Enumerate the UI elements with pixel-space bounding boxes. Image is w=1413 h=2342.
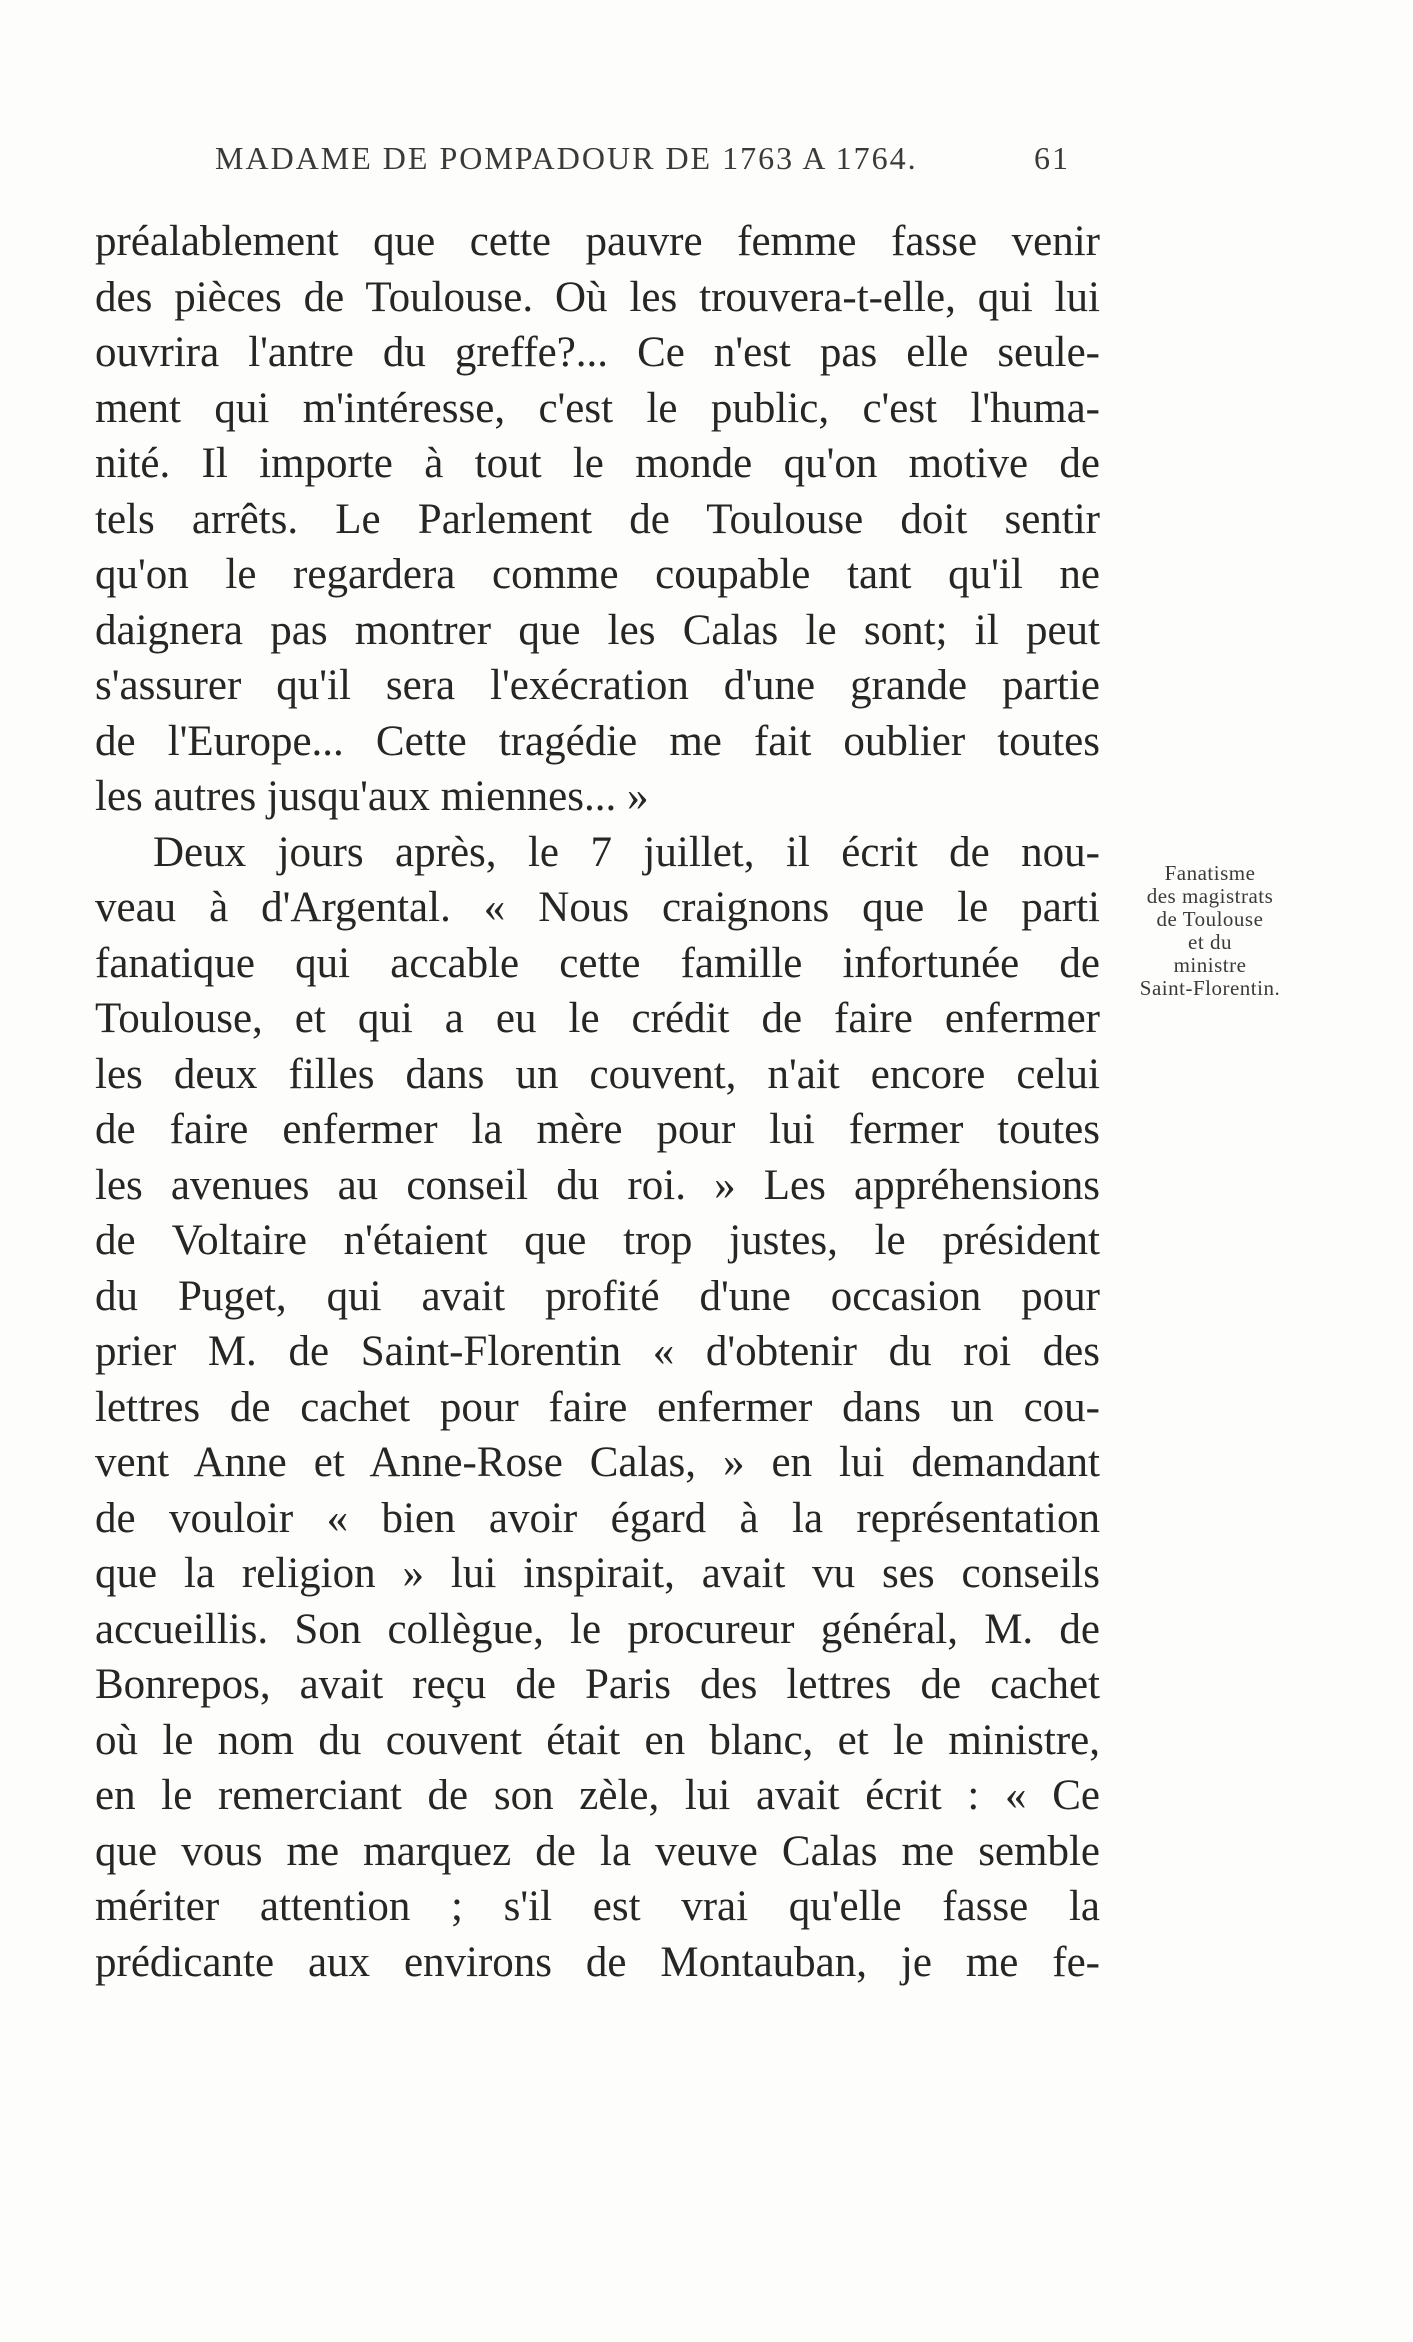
margin-note-line: des magistrats: [1146, 884, 1274, 908]
text-line: qu'on le regardera comme coupable tant qu'il ne: [95, 551, 1100, 598]
text-line: prédicante aux environs de Montauban, je me fe-: [95, 1938, 1100, 1986]
text-line: ouvrira l'antre du greffe?... Ce n'est pas elle seule-: [95, 329, 1100, 376]
text-line: de l'Europe... Cette tragédie me fait oublier toutes: [95, 717, 1100, 765]
text-line: en le remerciant de son zèle, lui avait écrit : « Ce: [95, 1772, 1100, 1819]
text-line: que vous me marquez de la veuve Calas me semble: [95, 1827, 1100, 1875]
text-line: veau à d'Argental. « Nous craignons que le parti: [95, 884, 1100, 931]
text-line: prier M. de Saint-Florentin « d'obtenir du roi des: [95, 1328, 1100, 1375]
text-line: lettres de cachet pour faire enfermer dans un cou-: [95, 1383, 1100, 1431]
text-line: les autres jusqu'aux miennes... »: [95, 773, 649, 820]
margin-note-line: de Toulouse: [1156, 907, 1264, 931]
page-number: 61: [1034, 140, 1070, 176]
text-line: les deux filles dans un couvent, n'ait encore celui: [95, 1050, 1100, 1098]
text-line: nité. Il importe à tout le monde qu'on motive de: [95, 440, 1100, 487]
running-head: [215, 140, 1070, 180]
text-line: Deux jours après, le 7 juillet, il écrit de nou-: [153, 828, 1100, 876]
text-line: de vouloir « bien avoir égard à la représentation: [95, 1494, 1100, 1542]
text-line: daignera pas montrer que les Calas le sont; il peut: [95, 606, 1100, 654]
margin-note-line: ministre: [1173, 953, 1247, 977]
text-line: ment qui m'intéresse, c'est le public, c'est l'huma-: [95, 384, 1100, 432]
text-line: les avenues au conseil du roi. » Les appréhensions: [95, 1161, 1100, 1209]
text-line: de Voltaire n'étaient que trop justes, le président: [95, 1217, 1100, 1264]
text-line: préalablement que cette pauvre femme fasse venir: [95, 218, 1100, 265]
text-line: de faire enfermer la mère pour lui fermer toutes: [95, 1106, 1100, 1153]
margin-note-line: Saint-Florentin.: [1139, 976, 1281, 1000]
text-line: accueillis. Son collègue, le procureur général, M. de: [95, 1605, 1100, 1653]
running-title: MADAME DE POMPADOUR DE 1763 A 1764.: [215, 140, 918, 176]
text-line: mériter attention ; s'il est vrai qu'elle fasse la: [95, 1883, 1100, 1930]
text-line: fanatique qui accable cette famille infortunée de: [95, 939, 1100, 987]
text-line: tels arrêts. Le Parlement de Toulouse doit sentir: [95, 495, 1100, 543]
text-line: Toulouse, et qui a eu le crédit de faire enfermer: [95, 995, 1100, 1042]
text-line: s'assurer qu'il sera l'exécration d'une grande partie: [95, 662, 1100, 709]
text-line: des pièces de Toulouse. Où les trouvera-t-elle, qui lui: [95, 273, 1100, 321]
text-line: que la religion » lui inspirait, avait vu ses conseils: [95, 1550, 1100, 1597]
margin-note-line: Fanatisme: [1164, 861, 1256, 885]
margin-note: [1105, 862, 1315, 1000]
margin-note-line: et du: [1188, 930, 1232, 954]
text-line: vent Anne et Anne-Rose Calas, » en lui demandant: [95, 1439, 1100, 1486]
text-line: où le nom du couvent était en blanc, et le ministre,: [95, 1716, 1100, 1764]
text-line: Bonrepos, avait reçu de Paris des lettres de cachet: [95, 1661, 1100, 1708]
body-text: [95, 214, 1100, 1990]
text-line: du Puget, qui avait profité d'une occasion pour: [95, 1272, 1100, 1320]
